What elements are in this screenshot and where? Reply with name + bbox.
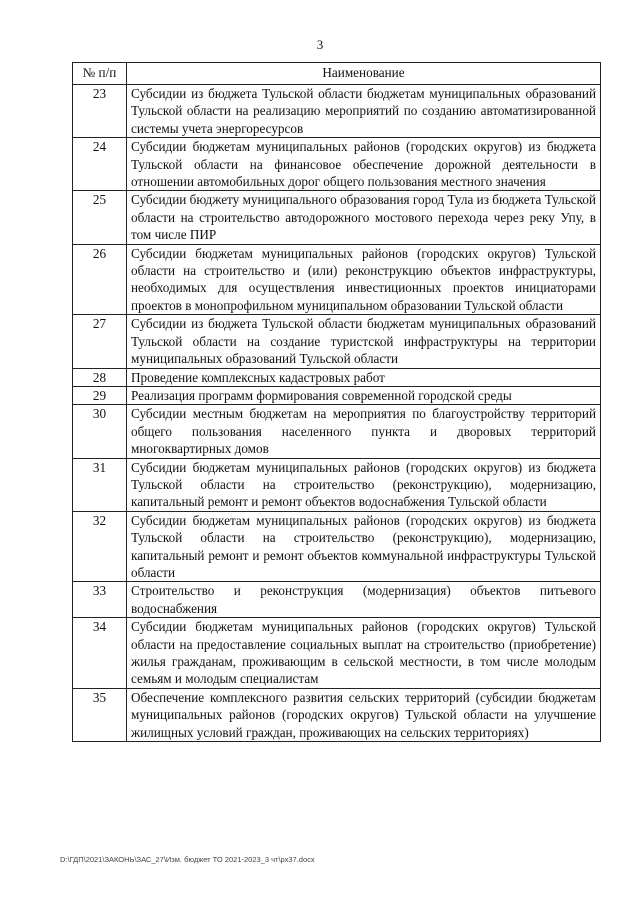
row-number: 24	[73, 138, 127, 191]
header-name: Наименование	[127, 63, 601, 85]
row-number: 25	[73, 191, 127, 244]
row-name: Субсидии местным бюджетам на мероприятия по благоустройству территорий общего пользования населенного пункта и дворовых территорий многоквартирных домов	[127, 405, 601, 458]
row-name: Реализация программ формирования современной городской среды	[127, 386, 601, 404]
row-name: Субсидии бюджетам муниципальных районов (городских округов) из бюджета Тульской области на строительство (реконструкцию), модернизацию, капитальный ремонт и ремонт объектов коммунальной инфраструктуры Тульской области	[127, 511, 601, 582]
row-number: 29	[73, 386, 127, 404]
row-name: Субсидии бюджетам муниципальных районов (городских округов) Тульской области на предоставление социальных выплат на строительство (приобретение) жилья гражданам, проживающим в сельской местности, в том числе молодым семьям и молодым специалистам	[127, 618, 601, 689]
table-row	[73, 511, 601, 582]
table-row	[73, 618, 601, 689]
row-number: 35	[73, 688, 127, 741]
table-row	[73, 582, 601, 618]
table-row	[73, 688, 601, 741]
row-number: 23	[73, 85, 127, 138]
page-number: 3	[316, 37, 324, 52]
row-name: Обеспечение комплексного развития сельских территорий (субсидии бюджетам муниципальных районов (городских округов) Тульской области на улучшение жилищных условий граждан, проживающих на сельских территориях)	[127, 688, 601, 741]
row-number: 27	[73, 315, 127, 368]
table-row	[73, 138, 601, 191]
row-number: 31	[73, 458, 127, 511]
row-name: Строительство и реконструкция (модернизация) объектов питьевого водоснабжения	[127, 582, 601, 618]
table-row	[73, 458, 601, 511]
row-name: Субсидии бюджету муниципального образования город Тула из бюджета Тульской области на строительство автодорожного мостового перехода через реку Упу, в том числе ПИР	[127, 191, 601, 244]
row-name: Субсидии из бюджета Тульской области бюджетам муниципальных образований Тульской области на реализацию мероприятий по созданию автоматизированной системы учета энергоресурсов	[127, 85, 601, 138]
table-row	[73, 315, 601, 368]
row-name: Субсидии бюджетам муниципальных районов (городских округов) из бюджета Тульской области на финансовое обеспечение дорожной деятельности в отношении автомобильных дорог общего пользования местного значения	[127, 138, 601, 191]
table-row	[73, 368, 601, 386]
row-name: Субсидии бюджетам муниципальных районов (городских округов) из бюджета Тульской области на строительство (реконструкцию), модернизацию, капитальный ремонт и ремонт объектов водоснабжения Тульской области	[127, 458, 601, 511]
table-row	[73, 244, 601, 315]
table-header-row	[73, 63, 601, 85]
table-row	[73, 85, 601, 138]
row-name: Субсидии из бюджета Тульской области бюджетам муниципальных образований Тульской области на создание туристской инфраструктуры на территории муниципальных образований Тульской области	[127, 315, 601, 368]
row-number: 34	[73, 618, 127, 689]
row-number: 28	[73, 368, 127, 386]
row-number: 33	[73, 582, 127, 618]
row-number: 26	[73, 244, 127, 315]
table-row	[73, 191, 601, 244]
footer-file-path: D:\ГДП\2021\ЗАКОНЬ\ЗАС_27\Изм. бюджет ТО 2021-2023_3 чт\рх37.docx	[60, 855, 315, 864]
row-name: Субсидии бюджетам муниципальных районов (городских округов) Тульской области на строительство и (или) реконструкцию объектов инфраструктуры, необходимых для осуществления инвестиционных проектов инициаторами проектов в монопрофильном муниципальном образовании Тульской области	[127, 244, 601, 315]
subsidies-table	[72, 62, 601, 742]
row-number: 30	[73, 405, 127, 458]
table-row	[73, 405, 601, 458]
row-name: Проведение комплексных кадастровых работ	[127, 368, 601, 386]
header-num: № п/п	[73, 63, 127, 85]
table-row	[73, 386, 601, 404]
row-number: 32	[73, 511, 127, 582]
